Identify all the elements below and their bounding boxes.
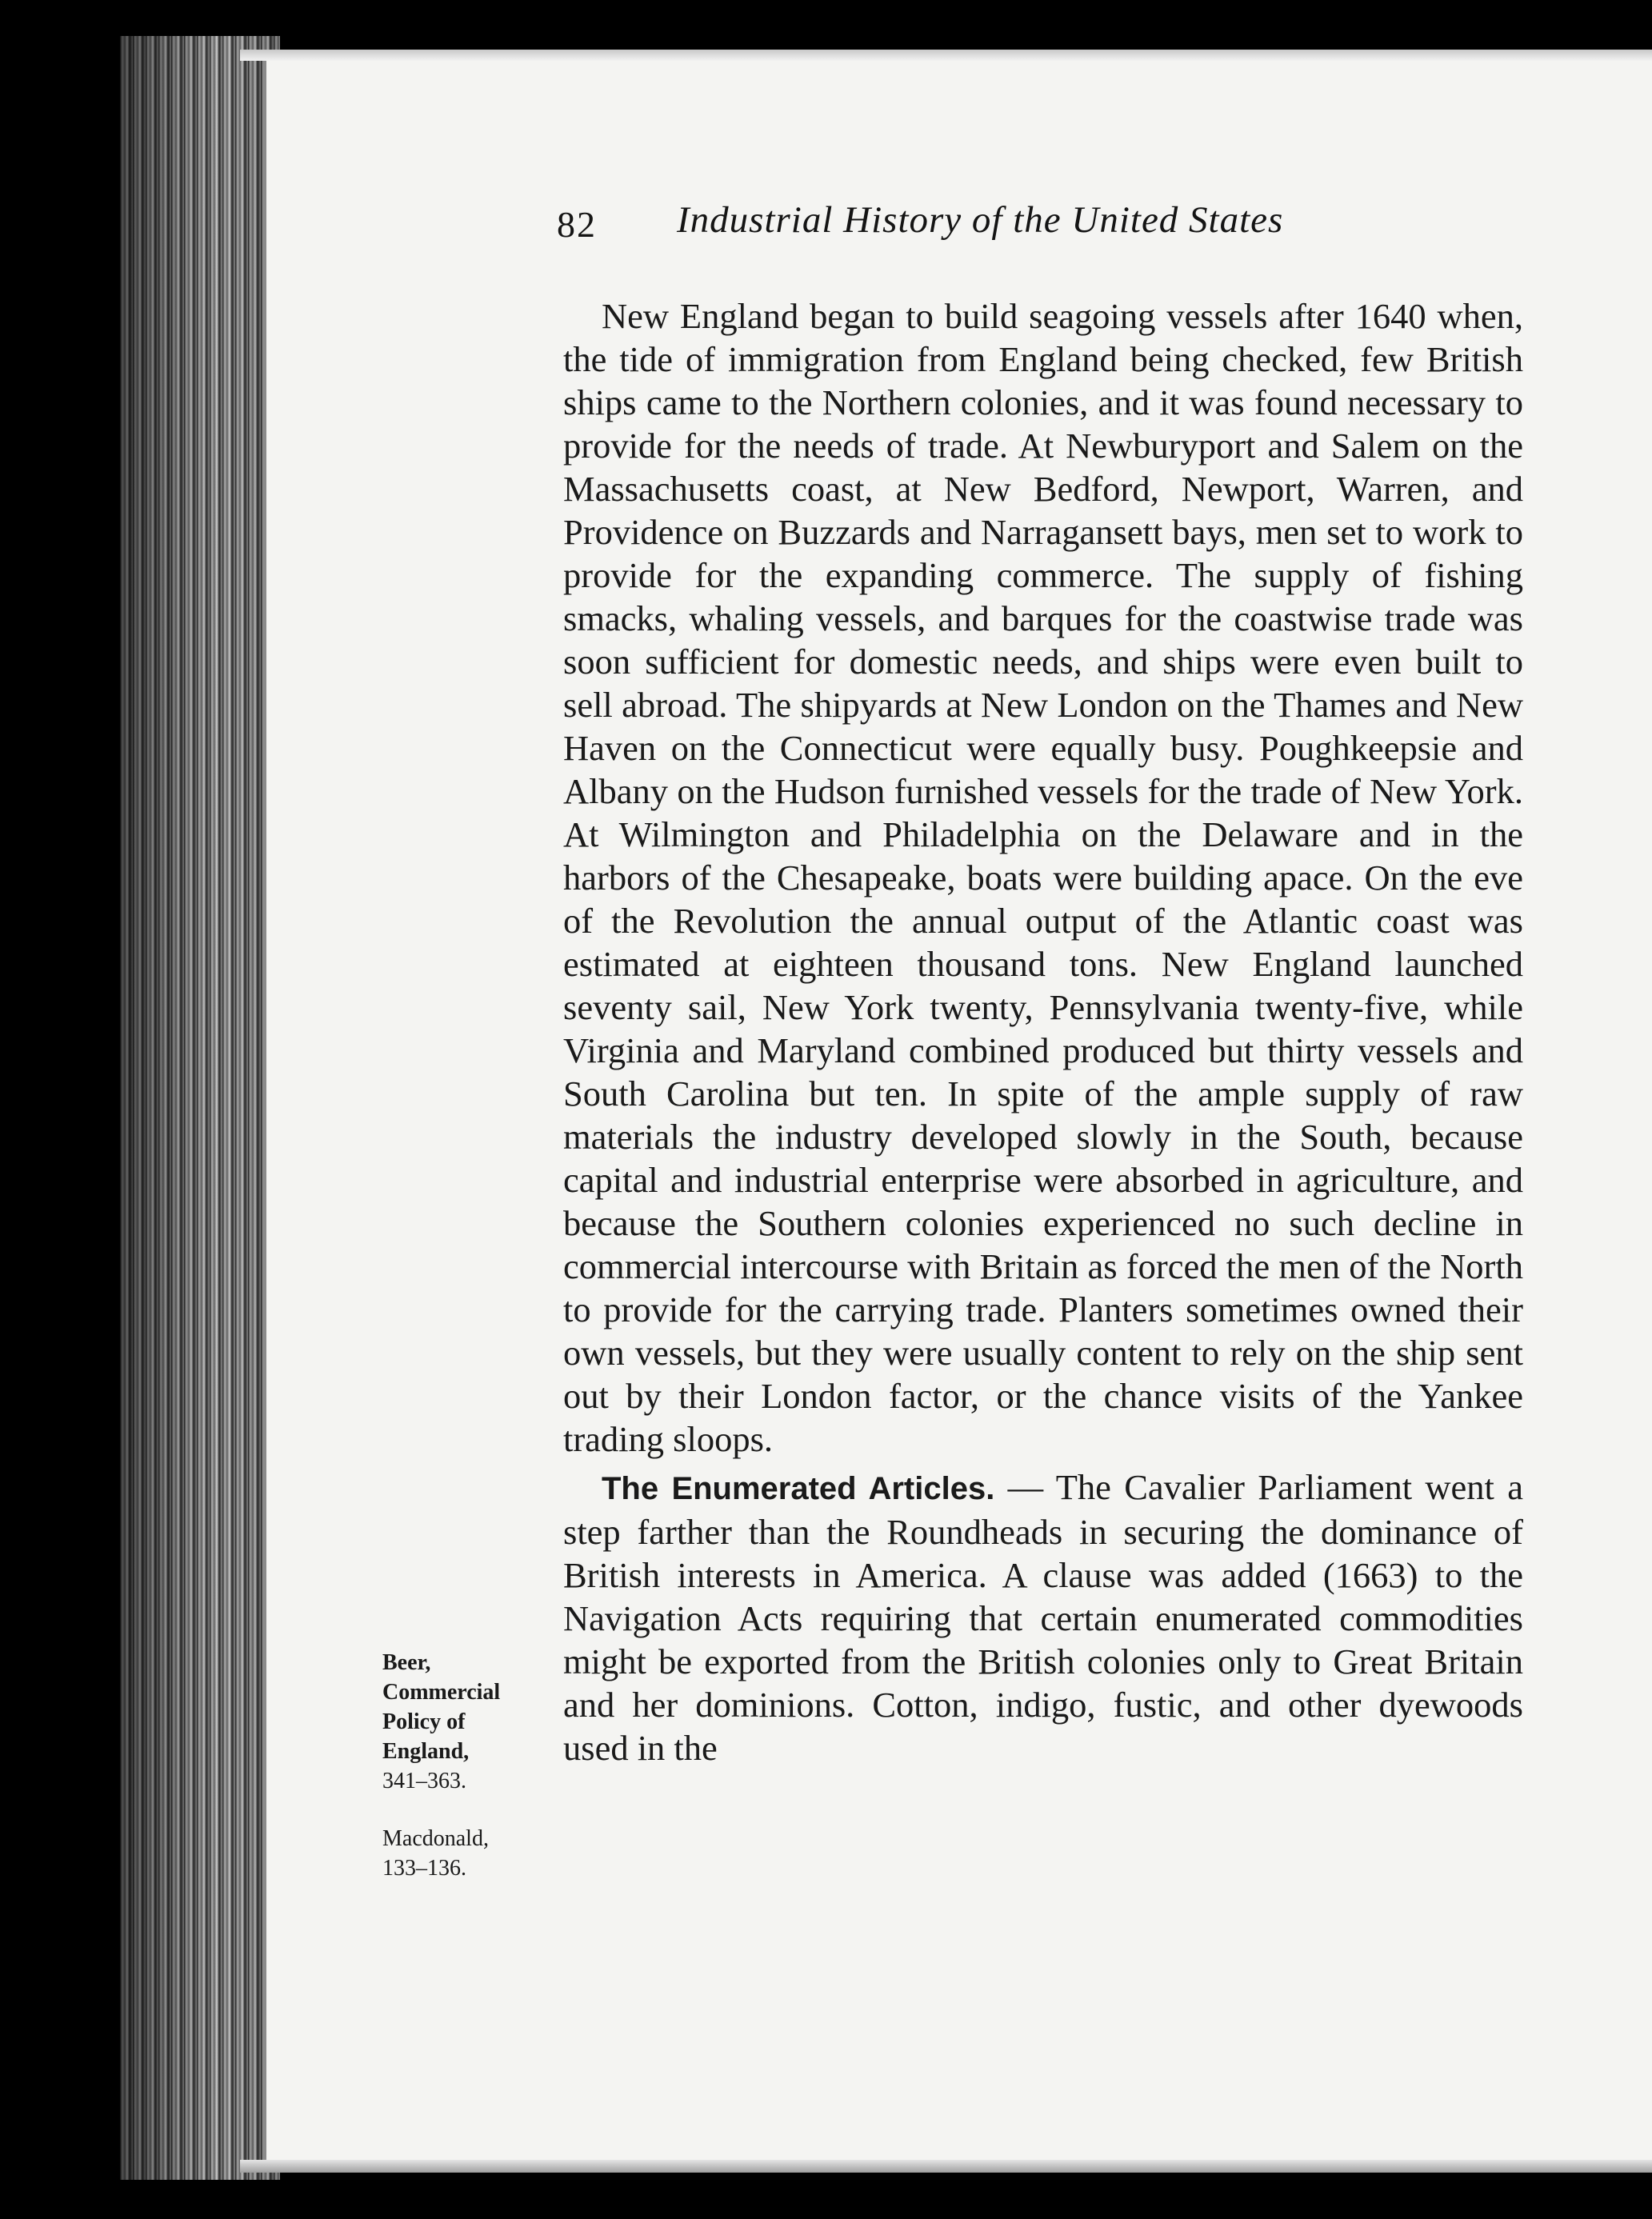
sidenote-macdonald (382, 1824, 550, 1883)
paragraph-text: — The Cavalier Parliament went a step farther than the Roundheads in securing the dominance of British interests in America. A clause was added (1663) to the Navigation Acts requiring that certain enumerated commodities might be exported from the British colonies only to Great Britain and her dominions. Cotton, indigo, fustic, and other dyewoods used in the (563, 1467, 1523, 1768)
sidenote-line: 133–136. (382, 1856, 466, 1881)
page-top-edge (240, 50, 1652, 61)
sidenote-line: Policy of (382, 1709, 466, 1734)
sidenote-line: Commercial (382, 1680, 501, 1705)
paragraph-enumerated-articles (563, 1465, 1523, 1769)
sidenote-line: Beer, (382, 1650, 431, 1675)
running-title: Industrial History of the United States (677, 199, 1284, 241)
sidenote-beer (382, 1648, 550, 1796)
sidenote-line: 341–363. (382, 1769, 466, 1793)
page-number: 82 (557, 204, 597, 245)
page-bottom-edge (240, 2160, 1652, 2173)
body-text (563, 294, 1523, 1769)
sidenote-line: England, (382, 1739, 470, 1764)
page-header (557, 198, 1405, 254)
section-heading: The Enumerated Articles. (602, 1471, 995, 1506)
book-edge-shadow (120, 36, 280, 2180)
sidenote-line: Macdonald, (382, 1826, 489, 1851)
paragraph-shipbuilding: New England began to build seagoing vessels after 1640 when, the tide of immigration from England being checked, few British ships came to the Northern colonies, and it was found necessary to provide for the needs of trade. At Newburyport and Salem on the Massachusetts coast, at New Bedford, Newport, Warren, and Providence on Buzzards and Narragansett bays, men set to work to provide for the expanding commerce. The supply of fishing smacks, whaling vessels, and barques for the coastwise trade was soon sufficient for domestic needs, and ships were even built to sell abroad. The shipyards at New London on the Thames and New Haven on the Connecticut were equally busy. Poughkeepsie and Albany on the Hudson furnished vessels for the trade of New York. At Wilmington and Philadelphia on the Delaware and in the harbors of the Chesapeake, boats were building apace. On the eve of the Revolution the annual output of the Atlantic coast was estimated at eighteen thousand tons. New England launched seventy sail, New York twenty, Pennsylvania twenty-five, while Virginia and Maryland combined produced but thirty vessels and South Carolina but ten. In spite of the ample supply of raw materials the industry developed slowly in the South, because capital and industrial enterprise were absorbed in agriculture, and because the Southern colonies experienced no such decline in commercial intercourse with Britain as forced the men of the North to provide for the carrying trade. Planters sometimes owned their own vessels, but they were usually content to rely on the ship sent out by their London factor, or the chance visits of the Yankee trading sloops. (563, 296, 1523, 1459)
